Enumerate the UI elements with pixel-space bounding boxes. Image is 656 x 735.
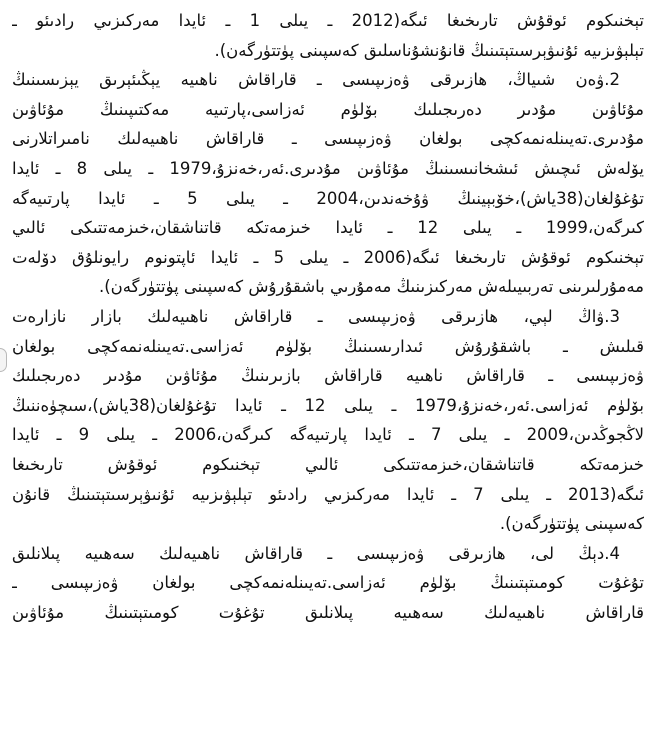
text-line: تېخنىكوم ئوقۇش تارىخىغا ئىگە(2006 ـ يىلى 5 ـ ئايدا ئاپتونوم رايونلۇق دۆلەت — [12, 247, 644, 267]
text-line: مەمۇرلىرىنى تەربىيىلەش مەركىزىنىڭ مەمۇرىي باشقۇرۇش كەسپىنى پۈتتۈرگەن). — [99, 277, 644, 297]
text-line: تېلېۋىزىيە ئۇنىۋېرسىتېتىنىڭ قانۇنشۇناسلىق كەسپىنى پۈتتۈرگەن). — [214, 40, 644, 60]
paragraph-start-line: 4.دېڭ لى، ھازىرقى ۋەزىپىسى ـ قاراقاش ناھىيەلىك سەھىيە پىلانلىق — [12, 543, 620, 563]
text-line: مۇدىرى.تەيىنلەنمەكچى بولغان ۋەزىپىسى ـ قاراقاش ناھىيەلىك نامىراتلارنى — [12, 129, 644, 149]
text-line: يۆلەش ئىچىش ئىشخانىسىنىڭ مۇئاۋىن مۇدىرى.ئەر،خەنزۇ،1979 ـ يىلى 8 ـ ئايدا — [12, 158, 644, 178]
margin-scroll-marker — [0, 348, 7, 372]
text-line: كىرگەن،1999 ـ يىلى 12 ـ ئايدا خىزمەتكە قاتناشقان،خىزمەتتىكى ئالىي — [12, 218, 644, 238]
text-line: لاڭجوڭدىن،2009 ـ يىلى 7 ـ ئايدا پارتىيەگە كىرگەن،2006 ـ يىلى 9 ـ ئايدا — [12, 425, 644, 445]
text-line: تۇغۇت كومىتېتىنىڭ بۆلۈم ئەزاسى.تەيىنلەنمەكچى بولغان ۋەزىپىسى ـ — [12, 573, 644, 593]
text-line: ئىگە(2013 ـ يىلى 7 ـ ئايدا مەركىزىي رادىئو تېلېۋىزىيە ئۇنىۋېرسىتېتىنىڭ قانۇن — [12, 484, 644, 504]
text-line: تېخنىكوم ئوقۇش تارىخىغا ئىگە(2012 ـ يىلى 1 ـ ئايدا مەركىزىي رادىئو ـ — [12, 11, 644, 30]
text-line: قاراقاش ناھىيەلىك سەھىيە پىلانلىق تۇغۇت كومىتېتىنىڭ مۇئاۋىن — [12, 602, 644, 622]
text-line: خىزمەتكە قاتناشقان،خىزمەتتىكى ئالىي تېخنىكوم ئوقۇش تارىخىغا — [12, 454, 644, 474]
text-line: تۇغۇلغان(38ياش)،خۆبېينىڭ ۋۇخەندىن،2004 ـ يىلى 5 ـ ئايدا پارتىيەگە — [12, 188, 644, 208]
text-line: بۆلۈم ئەزاسى.ئەر،خەنزۇ،1979 ـ يىلى 12 ـ ئايدا تۇغۇلغان(38ياش)،سىچۈەننىڭ — [12, 395, 644, 415]
text-line: كەسپىنى پۈتتۈرگەن). — [499, 514, 644, 534]
paragraph-start-line: 3.ۋاڭ لېي، ھازىرقى ۋەزىپىسى ـ قاراقاش ناھىيەلىك بازار نازارەت — [12, 306, 620, 326]
text-line: ۋەزىپىسى ـ قاراقاش ناھىيە قاراقاش بازىرىنىڭ مۇئاۋىن مۇدىر دەرىجىلىك — [12, 366, 644, 386]
text-line: قىلىش ـ باشقۇرۇش ئىدارىسىنىڭ بۆلۈم ئەزاسى.تەيىنلەنمەكچى بولغان — [12, 336, 644, 356]
text-line: مۇئاۋىن مۇدىر دەرىجىلىك بۆلۈم ئەزاسى،پارتىيە مەكتىپىنىڭ مۇئاۋىن — [12, 99, 644, 119]
paragraph-start-line: 2.ۋەن شىياڭ، ھازىرقى ۋەزىپىسى ـ قاراقاش ناھىيە يېڭىئېرىق يېزىسىنىڭ — [12, 70, 620, 90]
